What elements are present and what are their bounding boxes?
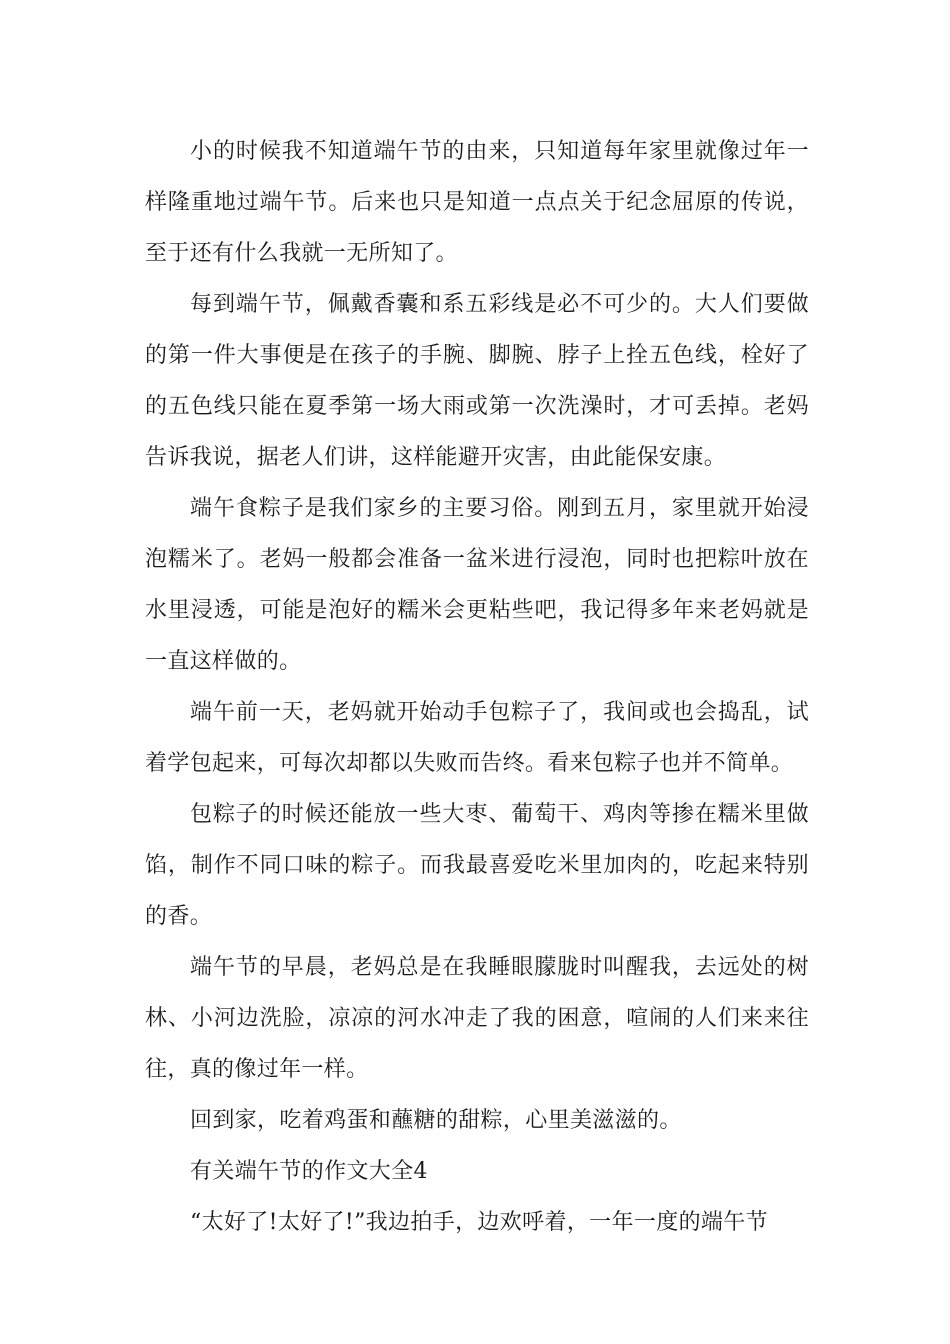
paragraph-3: 端午食粽子是我们家乡的主要习俗。刚到五月，家里就开始浸泡糯米了。老妈一般都会准备一盆米进行浸泡，同时也把粽叶放在水里浸透，可能是泡好的糯米会更粘些吧，我记得多年来老妈就是一直这样做的。 bbox=[145, 496, 809, 674]
document-body bbox=[145, 126, 809, 1248]
paragraph-2: 每到端午节，佩戴香囊和系五彩线是必不可少的。大人们要做的第一件大事便是在孩子的手腕、脚腕、脖子上拴五色线，栓好了的五色线只能在夏季第一场大雨或第一次洗澡时，才可丢掉。老妈告诉我说，据老人们讲，这样能避开灾害，由此能保安康。 bbox=[145, 292, 809, 470]
paragraph-8: “太好了!太好了!”我边拍手，边欢呼着，一年一度的端午节 bbox=[190, 1210, 768, 1235]
paragraph-7: 回到家，吃着鸡蛋和蘸糖的甜粽，心里美滋滋的。 bbox=[190, 1108, 682, 1133]
paragraph-6: 端午节的早晨，老妈总是在我睡眼朦胧时叫醒我，去远处的树林、小河边洗脸，凉凉的河水冲走了我的困意，喧闹的人们来来往往，真的像过年一样。 bbox=[145, 955, 809, 1082]
paragraph-1: 小的时候我不知道端午节的由来，只知道每年家里就像过年一样隆重地过端午节。后来也只是知道一点点关于纪念屈原的传说，至于还有什么我就一无所知了。 bbox=[145, 139, 809, 266]
paragraph-5: 包粽子的时候还能放一些大枣、葡萄干、鸡肉等掺在糯米里做馅，制作不同口味的粽子。而我最喜爱吃米里加肉的，吃起来特别的香。 bbox=[145, 802, 809, 929]
section-heading: 有关端午节的作文大全4 bbox=[190, 1159, 428, 1184]
paragraph-4: 端午前一天，老妈就开始动手包粽子了，我间或也会捣乱，试着学包起来，可每次却都以失败而告终。看来包粽子也并不简单。 bbox=[145, 700, 809, 776]
